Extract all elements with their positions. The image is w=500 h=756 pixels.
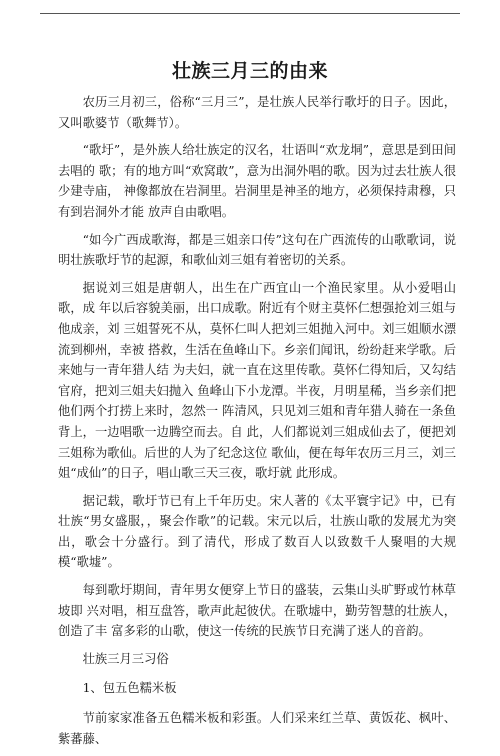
paragraph-intro: 农历三月初三，俗称“三月三”，是壮族人民举行歌圩的日子。因此，又叫歌婆节（歌舞节）。 — [58, 95, 456, 130]
section-heading: 壮族三月三习俗 — [82, 651, 169, 666]
document-title: 壮族三月三的由来 — [171, 60, 328, 82]
paragraph-history: 据记载，歌圩节已有上千年历史。宋人著的《太平寰宇记》中，已有壮族“男女盛服，，聚会作歌”的记载。宋元以后，壮族山歌的发展尤为突出，歌会十分盛行。到了清代，形成了数百人以致数千人聚唱的大规模“歌墟”。 — [58, 493, 456, 570]
paragraph-legend: 据说刘三姐是唐朝人，出生在广西宜山一个渔民家里。从小爱唱山歌，成 年以后容貌美丽，出口成歌。附近有个财主莫怀仁想强抢刘三姐与他成亲，刘 三姐誓死不从，莫怀仁叫人把刘三姐抛入河中。刘三姐顺水漂流到柳州，幸被 搭救，生活在鱼峰山下。乡亲们闻讯，纷纷赶来学歌。后来她与一青年猎人结 为夫妇，就一直在这里传歌。莫怀仁得知后，又勾结官府，把刘三姐夫妇抛入 鱼峰山下小龙潭。半夜，月明星稀，当乡亲们把他们两个打捞上来时，忽然一 阵清风，只见刘三姐和青年猎人骑在一条鱼背上，一边唱歌一边腾空而去。自 此，人们都说刘三姐成仙去了，便把刘三姐称为歌仙。后世的人为了纪念这位 歌仙，便在每年农历三月三，刘三姐“成仙”的日子，唱山歌三天三夜，歌圩就 此形成。 — [58, 280, 456, 481]
paragraph-festival: 每到歌圩期间，青年男女便穿上节日的盛装，云集山头旷野或竹林草坡即 兴对唱，相互盘答，歌声此起彼伏。在歌墟中，勤劳智慧的壮族人，创造了丰 富多彩的山歌，使这一传统的民族节日充满了迷人的音韵。 — [58, 583, 456, 639]
paragraph-custom: 节前家家准备五色糯米板和彩蛋。人们采来红兰草、黄饭花、枫叶、紫蕃藤、 — [58, 711, 456, 746]
header-rule — [40, 13, 460, 14]
item-heading: 1、包五色糯米板 — [82, 681, 177, 696]
paragraph-gexu: “歌圩”，是外族人给壮族定的汉名，壮语叫“欢龙垌”，意思是到田间去唱的 歌；有的地方叫“欢窝敢”，意为出洞外唱的歌。因为过去壮族人很少建寺庙， 神像都放在岩洞里。岩洞里是神圣的地方，必须保持肃穆，只有到岩洞外才能 放声自由歌唱。 — [58, 143, 456, 219]
document-body — [58, 92, 456, 756]
paragraph-origin: “如今广西成歌海，都是三姐亲口传”这句在广西流传的山歌歌词，说明壮族歌圩节的起源，和歌仙刘三姐有着密切的关系。 — [58, 232, 456, 268]
